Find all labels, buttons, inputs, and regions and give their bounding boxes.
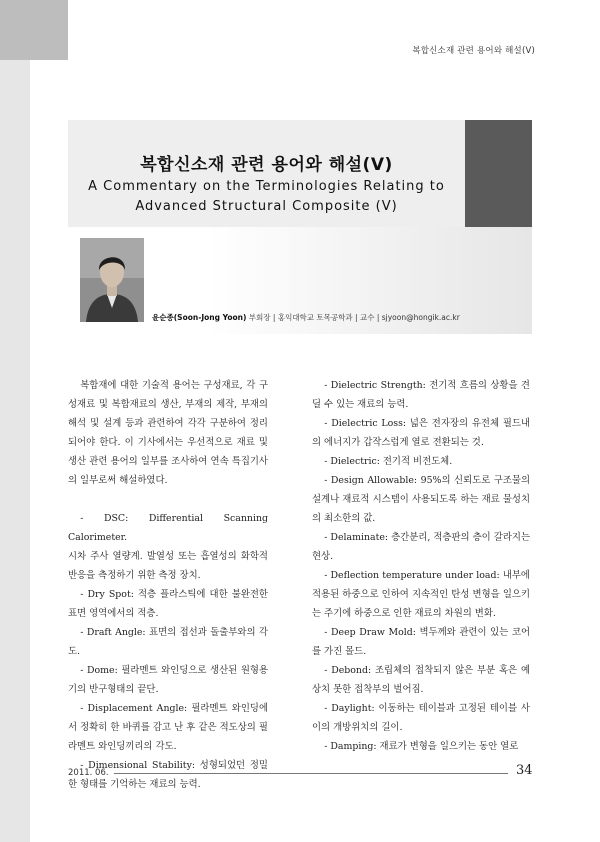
article-title-english: [68, 177, 465, 217]
paragraph-gap: [68, 490, 268, 509]
article-title-english-line1: A Commentary on the Terminologies Relating to: [88, 179, 445, 194]
article-banner: [68, 120, 532, 334]
term-entry: - Draft Angle: 표면의 접선과 돌출부와의 각도.: [68, 627, 268, 657]
term-definition: 시차 주사 열량계. 발열성 또는 흡열성의 화학적 반응을 측정하기 위한 측정 장치.: [68, 551, 268, 581]
author-byline: [152, 312, 460, 323]
term-entry: - Dry Spot: 적층 플라스틱에 대한 불완전한 표면 영역에서의 적층.: [68, 589, 268, 619]
term-entry: - Dielectric Loss: 넓은 전자장의 유전체 필드내의 에너지가 갑작스럽게 열로 전환되는 것.: [312, 418, 530, 448]
running-title: 복합신소재 관련 용어와 해설(Ⅴ): [412, 46, 535, 56]
body-column-left: [68, 376, 268, 794]
body-column-right: [312, 376, 530, 756]
author-portrait-icon: [80, 238, 144, 322]
term-entry: - DSC: Differential Scanning Calorimeter.: [68, 513, 268, 543]
term-entry: - Displacement Angle: 필라멘트 와인딩에서 정확히 한 바퀴를 감고 난 후 같은 적도상의 필라멘트 와인딩끼리의 각도.: [68, 703, 268, 752]
term-entry: - Deflection temperature under load: 내부에 적용된 하중으로 인하여 지속적인 탄성 변형을 일으키는 주기에 하중으로 인한 재료의 차원의 변화.: [312, 570, 530, 619]
banner-dark-block: [465, 120, 532, 227]
article-title-english-line2: Advanced Structural Composite (Ⅴ): [135, 199, 398, 214]
author-name: 윤순종(Soon-Jong Yoon): [152, 313, 247, 322]
term-entry: - Damping: 재료가 변형을 일으키는 동안 열로: [324, 741, 519, 752]
term-entry: - Debond: 조립체의 접착되지 않은 부분 혹은 예상치 못한 접착부의 벌어짐.: [312, 665, 530, 695]
author-photo: [80, 238, 144, 322]
term-entry: - Dielectric: 전기적 비전도체.: [324, 456, 453, 467]
term-entry: - Dielectric Strength: 전기적 흐름의 상황을 견딜 수 있는 재료의 능력.: [312, 380, 530, 410]
issue-date: 2011. 06.: [68, 768, 109, 778]
term-entry: - Delaminate: 층간분리, 적층판의 층이 갈라지는 현상.: [312, 532, 530, 562]
term-entry: - Daylight: 이동하는 테이블과 고정된 테이블 사이의 개방위치의 길이.: [312, 703, 530, 733]
term-entry: - Dimensional Stability: 성형되었던 정밀한 형태를 기억하는 재료의 능력.: [68, 760, 268, 790]
term-entry: - Deep Draw Mold: 벽두께와 관련이 있는 코어를 가진 몰드.: [312, 627, 530, 657]
term-entry: - Design Allowable: 95%의 신뢰도로 구조물의 설계나 재료적 시스템이 사용되도록 하는 재료 물성치의 최소한의 값.: [312, 475, 530, 524]
article-title-korean: 복합신소재 관련 용어와 해설(Ⅴ): [140, 155, 393, 175]
footer-rule: [114, 773, 508, 774]
page-number: 34: [516, 763, 533, 778]
author-affiliation: 부회장 | 홍익대학교 토목공학과 | 교수 | sjyoon@hongik.ac.kr: [248, 313, 460, 322]
intro-paragraph: 복합재에 대한 기술적 용어는 구성재료, 각 구성재료 및 복합재료의 생산, 부재의 제작, 부재의 해석 및 설계 등과 관련하여 각각 구분하여 정리되어야 한다. 이 기사에서는 우선적으로 재료 및 생산 관련 용어의 일부를 조사하여 연속 특집기사의 일부로써 해설하였다.: [68, 380, 268, 486]
left-margin-bar: [0, 60, 30, 842]
term-entry: - Dome: 필라멘트 와인딩으로 생산된 원형용기의 반구형태의 끝단.: [68, 665, 268, 695]
